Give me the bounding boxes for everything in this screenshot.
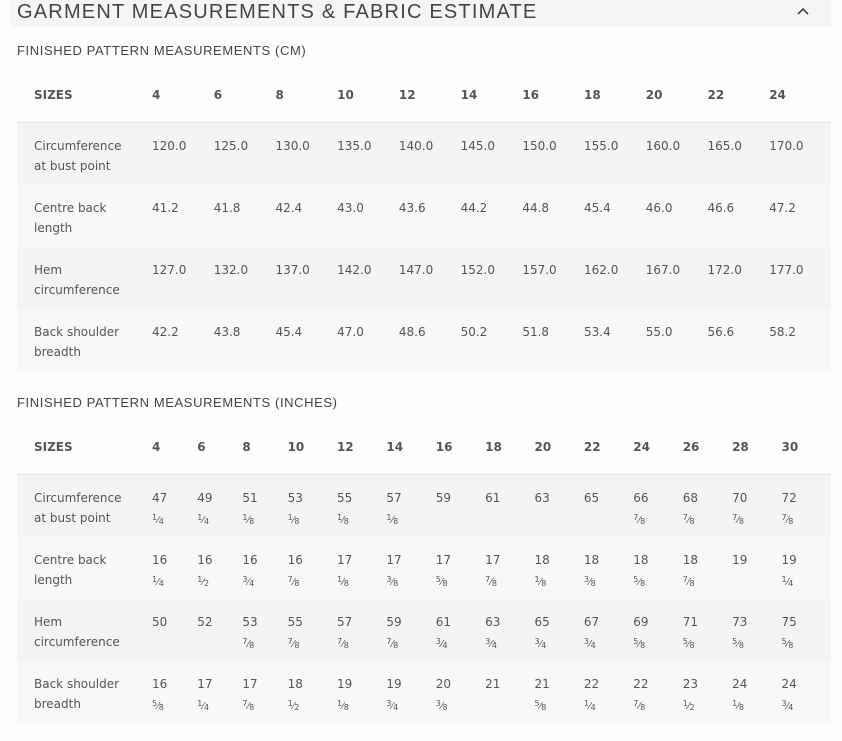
measurement-cell: [535, 599, 584, 661]
measurement-cell: [485, 537, 534, 599]
measurement-cell: [197, 661, 242, 723]
whole-inches: 65: [534, 614, 550, 629]
row-label: Hem circumference: [17, 599, 152, 661]
fraction-inches: $^1⁄_8$: [336, 698, 349, 712]
fraction-inches: $^7⁄_8$: [485, 574, 497, 588]
measurement-cell: 170.0: [769, 123, 831, 185]
measurement-cell: 43.8: [214, 309, 276, 371]
fraction-inches: $^7⁄_8$: [287, 574, 300, 588]
whole-inches: 61: [435, 614, 452, 629]
measurement-cell: [732, 475, 781, 537]
fraction-inches: $^1⁄_8$: [287, 513, 300, 526]
measurement-cell: [485, 661, 534, 723]
fraction-inches: $^3⁄_4$: [583, 636, 596, 650]
size-header: 22: [707, 68, 769, 123]
size-header: 12: [399, 68, 461, 123]
measurement-cell: [781, 661, 831, 723]
fraction-inches: $^3⁄_8$: [583, 574, 596, 588]
size-header: 26: [683, 420, 732, 475]
measurement-cell: [337, 599, 386, 661]
fraction-inches: $^7⁄_8$: [781, 513, 794, 526]
whole-inches: 18: [534, 552, 550, 567]
size-header: 18: [485, 420, 534, 475]
measurement-cell: [485, 475, 534, 537]
sizes-header: SIZES: [17, 68, 152, 123]
whole-inches: 49: [197, 491, 213, 505]
whole-inches: 18: [583, 552, 600, 567]
size-header: 22: [584, 420, 633, 475]
whole-inches: 63: [485, 614, 501, 629]
whole-inches: 63: [534, 491, 550, 505]
measurement-cell: 120.0: [152, 123, 214, 185]
measurement-cell: [152, 599, 197, 661]
measurement-cell: [337, 475, 386, 537]
measurement-cell: 165.0: [707, 123, 769, 185]
measurement-cell: 43.6: [399, 185, 461, 247]
fraction-inches: $^3⁄_8$: [386, 574, 399, 588]
measurement-cell: 42.2: [152, 309, 214, 371]
whole-inches: 69: [633, 614, 649, 629]
whole-inches: 17: [336, 552, 353, 567]
measurement-cell: 46.0: [646, 185, 708, 247]
measurement-cell: [781, 599, 831, 661]
fraction-inches: $^3⁄_8$: [435, 698, 448, 712]
whole-inches: 18: [287, 676, 303, 691]
measurement-cell: 137.0: [275, 247, 337, 309]
fraction-inches: $^3⁄_4$: [781, 698, 794, 712]
fraction-inches: $^7⁄_8$: [242, 636, 255, 650]
fraction-inches: $^1⁄_2$: [197, 574, 210, 588]
measurement-cell: [386, 475, 435, 537]
size-header: 24: [633, 420, 682, 475]
whole-inches: 16: [152, 552, 168, 567]
row-label: Centre back length: [17, 185, 152, 247]
whole-inches: 55: [336, 491, 353, 505]
whole-inches: 19: [386, 676, 402, 691]
measurement-cell: [584, 537, 633, 599]
measurement-cell: 56.6: [707, 309, 769, 371]
fraction-inches: $^3⁄_4$: [485, 636, 497, 650]
whole-inches: 17: [242, 676, 258, 691]
size-header: 4: [152, 68, 214, 123]
size-header: 14: [461, 68, 523, 123]
measurement-cell: [633, 599, 682, 661]
fraction-inches: $^7⁄_8$: [336, 636, 349, 650]
measurement-cell: [386, 661, 435, 723]
fraction-inches: $^1⁄_8$: [336, 574, 349, 588]
measurement-cell: 125.0: [214, 123, 276, 185]
whole-inches: 75: [781, 614, 797, 629]
fraction-inches: $^1⁄_8$: [732, 698, 744, 712]
measurement-cell: [337, 537, 386, 599]
table-row: [17, 599, 831, 661]
size-header: 20: [535, 420, 584, 475]
fraction-inches: $^7⁄_8$: [287, 636, 300, 650]
measurement-cell: [197, 475, 242, 537]
measurement-cell: 53.4: [584, 309, 646, 371]
whole-inches: 16: [152, 676, 168, 691]
measurement-cell: [732, 661, 781, 723]
measurement-cell: 55.0: [646, 309, 708, 371]
size-header: 6: [214, 68, 276, 123]
measurement-cell: 44.8: [522, 185, 584, 247]
fraction-inches: $^1⁄_4$: [197, 698, 210, 712]
whole-inches: 61: [485, 491, 501, 505]
whole-inches: 17: [435, 552, 452, 567]
measurement-cell: [152, 475, 197, 537]
row-label: Back shoulder breadth: [17, 661, 152, 723]
measurement-cell: 177.0: [769, 247, 831, 309]
measurement-cell: 157.0: [522, 247, 584, 309]
measurement-cell: [683, 475, 732, 537]
measurement-cell: 44.2: [461, 185, 523, 247]
inch-table-heading: FINISHED PATTERN MEASUREMENTS (INCHES): [17, 395, 338, 410]
whole-inches: 53: [242, 614, 258, 629]
measurement-cell: 135.0: [337, 123, 399, 185]
fraction-inches: $^5⁄_8$: [152, 698, 164, 712]
size-header: 30: [781, 420, 831, 475]
fraction-inches: $^3⁄_4$: [242, 574, 255, 588]
row-label: Back shoulder breadth: [17, 309, 152, 371]
fraction-inches: $^1⁄_4$: [197, 513, 210, 526]
row-label: Circumference at bust point: [17, 123, 152, 185]
measurement-cell: 155.0: [584, 123, 646, 185]
table-header-row: [17, 420, 831, 475]
whole-inches: 19: [336, 676, 353, 691]
measurement-cell: 41.2: [152, 185, 214, 247]
measurement-cell: [288, 661, 337, 723]
measurement-cell: 140.0: [399, 123, 461, 185]
whole-inches: 16: [197, 552, 213, 567]
measurement-cell: [152, 661, 197, 723]
whole-inches: 50: [152, 614, 168, 629]
row-label: Centre back length: [17, 537, 152, 599]
fraction-inches: $^1⁄_8$: [242, 513, 255, 526]
size-header: 28: [732, 420, 781, 475]
table-row: [17, 247, 831, 309]
fraction-inches: $^1⁄_4$: [583, 698, 596, 712]
measurement-cell: 45.4: [584, 185, 646, 247]
measurement-cell: [436, 599, 485, 661]
measurement-cell: 130.0: [275, 123, 337, 185]
whole-inches: 22: [633, 676, 649, 691]
measurement-cell: [337, 661, 386, 723]
whole-inches: 70: [732, 491, 748, 505]
size-header: 8: [275, 68, 337, 123]
whole-inches: 53: [287, 491, 303, 505]
size-header: 10: [288, 420, 337, 475]
measurement-cell: [535, 475, 584, 537]
measurement-cell: 48.6: [399, 309, 461, 371]
fraction-inches: $^7⁄_8$: [633, 698, 646, 712]
fraction-inches: $^5⁄_8$: [633, 574, 646, 588]
whole-inches: 51: [242, 491, 258, 505]
fraction-inches: $^3⁄_4$: [534, 636, 547, 650]
measurement-cell: [633, 475, 682, 537]
measurement-cell: [242, 537, 287, 599]
sizes-header: SIZES: [17, 420, 152, 475]
fraction-inches: $^1⁄_4$: [152, 513, 164, 526]
measurement-cell: 132.0: [214, 247, 276, 309]
whole-inches: 68: [682, 491, 698, 505]
fraction-inches: $^1⁄_8$: [534, 574, 547, 588]
fraction-inches: $^5⁄_8$: [732, 636, 744, 650]
fraction-inches: $^5⁄_8$: [633, 636, 646, 650]
whole-inches: 16: [242, 552, 258, 567]
whole-inches: 16: [287, 552, 303, 567]
size-header: 6: [197, 420, 242, 475]
measurement-cell: 162.0: [584, 247, 646, 309]
section-title: GARMENT MEASUREMENTS & FABRIC ESTIMATE: [17, 1, 538, 23]
fraction-inches: $^1⁄_2$: [287, 698, 300, 712]
size-header: 8: [242, 420, 287, 475]
cm-measurements-table: [17, 68, 831, 371]
fraction-inches: $^1⁄_8$: [336, 513, 349, 526]
size-header: 16: [522, 68, 584, 123]
whole-inches: 21: [485, 676, 501, 691]
row-label: Hem circumference: [17, 247, 152, 309]
fraction-inches: $^7⁄_8$: [633, 513, 646, 526]
whole-inches: 57: [336, 614, 353, 629]
measurement-cell: [436, 661, 485, 723]
measurement-cell: 152.0: [461, 247, 523, 309]
section-header[interactable]: [10, 0, 831, 27]
whole-inches: 52: [197, 614, 213, 629]
size-header: 24: [769, 68, 831, 123]
size-header: 14: [386, 420, 435, 475]
fraction-inches: $^1⁄_4$: [152, 574, 164, 588]
whole-inches: 19: [732, 552, 748, 567]
whole-inches: 23: [682, 676, 698, 691]
whole-inches: 18: [682, 552, 698, 567]
whole-inches: 72: [781, 491, 797, 505]
fraction-inches: $^7⁄_8$: [242, 698, 255, 712]
fraction-inches: $^7⁄_8$: [732, 513, 744, 526]
measurement-cell: 160.0: [646, 123, 708, 185]
measurement-cell: [781, 475, 831, 537]
table-row: [17, 123, 831, 185]
measurement-cell: 58.2: [769, 309, 831, 371]
measurement-cell: [152, 537, 197, 599]
table-row: [17, 185, 831, 247]
measurement-cell: [436, 537, 485, 599]
table-row: [17, 309, 831, 371]
table-row: [17, 537, 831, 599]
size-header: 10: [337, 68, 399, 123]
measurement-cell: 42.4: [275, 185, 337, 247]
whole-inches: 65: [583, 491, 600, 505]
measurement-cell: [584, 599, 633, 661]
whole-inches: 17: [386, 552, 402, 567]
whole-inches: 66: [633, 491, 649, 505]
whole-inches: 57: [386, 491, 402, 505]
whole-inches: 20: [435, 676, 452, 691]
size-header: 18: [584, 68, 646, 123]
measurement-cell: [633, 537, 682, 599]
whole-inches: 22: [583, 676, 600, 691]
fraction-inches: $^1⁄_8$: [386, 513, 399, 526]
whole-inches: 24: [781, 676, 797, 691]
cm-table-heading: FINISHED PATTERN MEASUREMENTS (CM): [17, 43, 307, 58]
measurement-cell: [288, 599, 337, 661]
measurement-cell: 47.0: [337, 309, 399, 371]
measurement-cell: 41.8: [214, 185, 276, 247]
fraction-inches: $^7⁄_8$: [682, 574, 695, 588]
whole-inches: 17: [197, 676, 213, 691]
whole-inches: 47: [152, 491, 168, 505]
measurement-cell: 50.2: [461, 309, 523, 371]
measurement-cell: 150.0: [522, 123, 584, 185]
measurement-cell: [535, 661, 584, 723]
measurement-cell: [584, 475, 633, 537]
size-header: 20: [646, 68, 708, 123]
measurement-cell: [242, 661, 287, 723]
measurement-cell: [732, 537, 781, 599]
table-row: [17, 661, 831, 723]
whole-inches: 73: [732, 614, 748, 629]
measurement-cell: [197, 599, 242, 661]
table-header-row: [17, 68, 831, 123]
whole-inches: 18: [633, 552, 649, 567]
measurement-cell: [242, 475, 287, 537]
whole-inches: 71: [682, 614, 698, 629]
fraction-inches: $^5⁄_8$: [534, 698, 547, 712]
inch-measurements-table: [17, 420, 831, 723]
whole-inches: 17: [485, 552, 501, 567]
measurement-cell: [683, 661, 732, 723]
fraction-inches: $^3⁄_4$: [435, 636, 448, 650]
measurement-cell: [633, 661, 682, 723]
size-header: 16: [436, 420, 485, 475]
measurement-cell: 145.0: [461, 123, 523, 185]
measurement-cell: [288, 537, 337, 599]
measurement-cell: 167.0: [646, 247, 708, 309]
measurement-cell: 127.0: [152, 247, 214, 309]
chevron-up-icon[interactable]: [795, 4, 811, 20]
whole-inches: 59: [386, 614, 402, 629]
whole-inches: 55: [287, 614, 303, 629]
whole-inches: 21: [534, 676, 550, 691]
fraction-inches: $^1⁄_2$: [682, 698, 695, 712]
measurement-cell: 172.0: [707, 247, 769, 309]
fraction-inches: $^3⁄_4$: [386, 698, 399, 712]
whole-inches: 24: [732, 676, 748, 691]
fraction-inches: $^1⁄_4$: [781, 574, 794, 588]
measurement-cell: 45.4: [275, 309, 337, 371]
measurement-cell: [288, 475, 337, 537]
measurement-cell: [683, 537, 732, 599]
fraction-inches: $^7⁄_8$: [386, 636, 399, 650]
measurement-cell: 43.0: [337, 185, 399, 247]
fraction-inches: $^5⁄_8$: [682, 636, 695, 650]
measurement-cell: [732, 599, 781, 661]
table-row: [17, 475, 831, 537]
measurement-cell: [436, 475, 485, 537]
measurement-cell: [386, 599, 435, 661]
size-header: 12: [337, 420, 386, 475]
fraction-inches: $^7⁄_8$: [682, 513, 695, 526]
measurement-cell: 46.6: [707, 185, 769, 247]
whole-inches: 19: [781, 552, 797, 567]
measurement-cell: [242, 599, 287, 661]
measurement-cell: 51.8: [522, 309, 584, 371]
measurement-cell: 142.0: [337, 247, 399, 309]
measurement-cell: 147.0: [399, 247, 461, 309]
measurement-cell: [485, 599, 534, 661]
whole-inches: 67: [583, 614, 600, 629]
fraction-inches: $^5⁄_8$: [435, 574, 448, 588]
row-label: Circumference at bust point: [17, 475, 152, 537]
measurement-cell: 47.2: [769, 185, 831, 247]
whole-inches: 59: [435, 491, 452, 505]
size-header: 4: [152, 420, 197, 475]
measurement-cell: [781, 537, 831, 599]
measurement-cell: [197, 537, 242, 599]
measurement-cell: [683, 599, 732, 661]
measurement-cell: [535, 537, 584, 599]
measurement-cell: [584, 661, 633, 723]
measurement-cell: [386, 537, 435, 599]
fraction-inches: $^5⁄_8$: [781, 636, 794, 650]
